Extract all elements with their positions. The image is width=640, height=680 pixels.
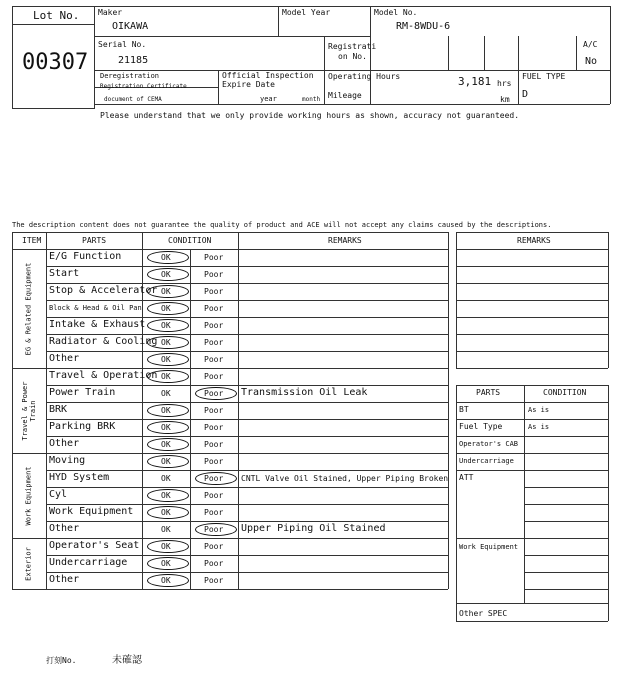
rule-line bbox=[524, 521, 608, 522]
rule-line bbox=[524, 504, 608, 505]
ok-option: OK bbox=[161, 287, 171, 296]
ok-option: OK bbox=[161, 457, 171, 466]
rule-line bbox=[456, 603, 608, 604]
poor-selected-mark bbox=[195, 387, 237, 400]
serial-no-value: 21185 bbox=[118, 55, 149, 66]
disclaimer: The description content does not guarantee the quality of product and ACE will not accept any claims caused by the descriptions. bbox=[12, 221, 552, 229]
part-name: Intake & Exhaust bbox=[49, 319, 146, 330]
registration-certificate-label: Registration Certificate bbox=[100, 83, 187, 90]
poor-option: Poor bbox=[204, 474, 224, 483]
ok-option: OK bbox=[161, 304, 171, 313]
ok-option: OK bbox=[161, 423, 171, 432]
stamp-label: 打刻No. bbox=[46, 656, 77, 665]
registration-label-2: on No. bbox=[338, 52, 367, 61]
poor-option: Poor bbox=[204, 287, 224, 296]
hours-note: Please understand that we only provide working hours as shown, accuracy not guaranteed. bbox=[100, 111, 520, 120]
part-name: Cyl bbox=[49, 489, 68, 500]
ok-option: OK bbox=[161, 474, 171, 483]
part-name: Block & Head & Oil Pan bbox=[49, 304, 142, 312]
rule-line bbox=[448, 232, 449, 589]
rule-line bbox=[608, 385, 609, 621]
km-label: km bbox=[500, 95, 510, 104]
rule-line bbox=[524, 487, 608, 488]
table-row bbox=[46, 351, 448, 368]
ok-option: OK bbox=[161, 253, 171, 262]
table-row bbox=[46, 572, 448, 589]
rule-line bbox=[46, 589, 448, 590]
ok-option: OK bbox=[161, 491, 171, 500]
ok-selected-mark bbox=[147, 353, 189, 366]
ok-selected-mark bbox=[147, 540, 189, 553]
part-name: Start bbox=[49, 268, 80, 279]
ac-value: No bbox=[585, 56, 598, 67]
maker-value: OIKAWA bbox=[112, 21, 149, 32]
ok-option: OK bbox=[161, 338, 171, 347]
ok-option: OK bbox=[161, 372, 171, 381]
poor-option: Poor bbox=[204, 457, 224, 466]
rule-line bbox=[456, 385, 608, 386]
ok-selected-mark bbox=[147, 302, 189, 315]
poor-option: Poor bbox=[204, 253, 224, 262]
ok-selected-mark bbox=[147, 404, 189, 417]
maker-label: Maker bbox=[98, 8, 123, 17]
right-condition-header: CONDITION bbox=[543, 388, 587, 397]
ok-option: OK bbox=[161, 440, 171, 449]
rule-line bbox=[456, 368, 608, 369]
rule-line bbox=[456, 283, 608, 284]
rule-line bbox=[456, 249, 608, 250]
work-equipment-label: Work Equipment bbox=[459, 543, 519, 551]
ok-selected-mark bbox=[147, 438, 189, 451]
model-no-label: Model No. bbox=[374, 8, 418, 17]
col-condition-header: CONDITION bbox=[168, 236, 212, 245]
ok-selected-mark bbox=[147, 421, 189, 434]
rule-line bbox=[456, 317, 608, 318]
ok-selected-mark bbox=[147, 489, 189, 502]
part-name: Power Train bbox=[49, 387, 116, 398]
group-label: Travel & Power Train bbox=[21, 381, 37, 441]
model-no-value: RM-8WDU-6 bbox=[396, 21, 451, 32]
table-row bbox=[46, 402, 448, 419]
rule-line bbox=[456, 232, 608, 233]
poor-option: Poor bbox=[204, 576, 224, 585]
table-row bbox=[46, 453, 448, 470]
poor-option: Poor bbox=[204, 440, 224, 449]
poor-selected-mark bbox=[195, 523, 237, 536]
part-name: Other bbox=[49, 523, 80, 534]
part-name: Stop & Accelerator bbox=[49, 285, 158, 296]
ok-option: OK bbox=[161, 406, 171, 415]
rule-line bbox=[456, 334, 608, 335]
rule-line bbox=[456, 436, 608, 437]
part-name: Parking BRK bbox=[49, 421, 116, 432]
part-name: Travel & Operation bbox=[49, 370, 158, 381]
poor-option: Poor bbox=[204, 542, 224, 551]
operating-hours-value: 3,181 bbox=[458, 75, 492, 88]
part-name: Operator's Seat bbox=[49, 540, 140, 551]
poor-option: Poor bbox=[204, 525, 224, 534]
inspection-label-1: Official Inspection bbox=[222, 71, 314, 80]
ok-option: OK bbox=[161, 525, 171, 534]
rule-line bbox=[12, 453, 46, 454]
stamp-value: 未確認 bbox=[112, 655, 142, 666]
poor-option: Poor bbox=[204, 406, 224, 415]
part-name: Undercarriage bbox=[49, 557, 128, 568]
part-name: Other bbox=[49, 574, 80, 585]
rule-line bbox=[456, 470, 608, 471]
poor-option: Poor bbox=[204, 559, 224, 568]
deregistration-label: Deregistration bbox=[100, 72, 160, 80]
fuel-type-label: FUEL TYPE bbox=[522, 72, 566, 81]
model-year-label: Model Year bbox=[282, 8, 331, 17]
undercarriage-label: Undercarriage bbox=[459, 457, 514, 465]
rule-line bbox=[456, 538, 608, 539]
poor-option: Poor bbox=[204, 423, 224, 432]
table-row bbox=[46, 266, 448, 283]
part-name: Other bbox=[49, 438, 80, 449]
rule-line bbox=[12, 589, 46, 590]
ok-option: OK bbox=[161, 321, 171, 330]
poor-option: Poor bbox=[204, 355, 224, 364]
inspection-label-2: Expire Date bbox=[222, 80, 275, 89]
group-label: Exterior bbox=[24, 546, 33, 581]
part-name: Moving bbox=[49, 455, 86, 466]
poor-option: Poor bbox=[204, 270, 224, 279]
month-label: month bbox=[302, 96, 321, 103]
ok-option: OK bbox=[161, 508, 171, 517]
lot-no-label: Lot No. bbox=[33, 9, 80, 22]
poor-option: Poor bbox=[204, 338, 224, 347]
rule-line bbox=[12, 232, 448, 233]
remark-text: CNTL Valve Oil Stained, Upper Piping Broken bbox=[241, 474, 449, 483]
part-name: Radiator & Cooling bbox=[49, 336, 158, 347]
col-remarks-header: REMARKS bbox=[328, 236, 362, 245]
remark-text: Upper Piping Oil Stained bbox=[241, 523, 386, 534]
bt-label: BT bbox=[459, 405, 469, 414]
operator-cab-label: Operator's CAB bbox=[459, 440, 519, 448]
bt-value: As is bbox=[528, 406, 550, 414]
ok-selected-mark bbox=[147, 268, 189, 281]
rule-line bbox=[456, 351, 608, 352]
ok-option: OK bbox=[161, 270, 171, 279]
rule-line bbox=[12, 538, 46, 539]
rule-line bbox=[12, 232, 13, 589]
rule-line bbox=[456, 402, 608, 403]
rule-line bbox=[524, 385, 525, 603]
ok-option: OK bbox=[161, 576, 171, 585]
ok-selected-mark bbox=[147, 285, 189, 298]
remark-text: Transmission Oil Leak bbox=[241, 387, 368, 398]
poor-option: Poor bbox=[204, 372, 224, 381]
fuel-type-value: D bbox=[522, 89, 529, 100]
ok-selected-mark bbox=[147, 251, 189, 264]
table-row bbox=[46, 487, 448, 504]
group-label: Work Equipment bbox=[24, 465, 33, 526]
rule-line bbox=[456, 300, 608, 301]
table-row bbox=[46, 436, 448, 453]
part-name: Work Equipment bbox=[49, 506, 134, 517]
ok-selected-mark bbox=[147, 370, 189, 383]
rule-line bbox=[524, 572, 608, 573]
registration-label-1: Registrati bbox=[328, 42, 377, 51]
rule-line bbox=[456, 621, 608, 622]
rule-line bbox=[524, 589, 608, 590]
rule-line bbox=[456, 385, 457, 621]
part-name: HYD System bbox=[49, 472, 110, 483]
poor-option: Poor bbox=[204, 321, 224, 330]
fuel-type-row-label: Fuel Type bbox=[459, 422, 503, 431]
hrs-label: hrs bbox=[497, 79, 512, 88]
poor-option: Poor bbox=[204, 389, 224, 398]
ok-option: OK bbox=[161, 542, 171, 551]
ok-selected-mark bbox=[147, 557, 189, 570]
rule-line bbox=[524, 555, 608, 556]
poor-option: Poor bbox=[204, 304, 224, 313]
ok-selected-mark bbox=[147, 506, 189, 519]
right-remarks-header: REMARKS bbox=[517, 236, 551, 245]
ok-option: OK bbox=[161, 389, 171, 398]
cema-label: document of CEMA bbox=[104, 96, 162, 103]
operating-hours-label: Operating Hours bbox=[328, 72, 401, 81]
att-label: ATT bbox=[459, 473, 474, 482]
ok-option: OK bbox=[161, 559, 171, 568]
fuel-type-row-value: As is bbox=[528, 423, 550, 431]
other-spec-label: Other SPEC bbox=[459, 609, 508, 618]
ac-label: A/C bbox=[583, 40, 598, 49]
poor-selected-mark bbox=[195, 472, 237, 485]
part-name: E/G Function bbox=[49, 251, 122, 262]
rule-line bbox=[456, 419, 608, 420]
right-parts-header: PARTS bbox=[476, 388, 501, 397]
lot-no-value: 00307 bbox=[22, 50, 89, 75]
col-item-header: ITEM bbox=[22, 236, 42, 245]
ok-selected-mark bbox=[147, 336, 189, 349]
ok-selected-mark bbox=[147, 574, 189, 587]
col-parts-header: PARTS bbox=[82, 236, 107, 245]
group-label: EG & Related Equipment bbox=[24, 262, 33, 355]
serial-no-label: Serial No. bbox=[98, 40, 147, 49]
part-name: Other bbox=[49, 353, 80, 364]
part-name: BRK bbox=[49, 404, 68, 415]
year-label: year bbox=[260, 95, 277, 103]
rule-line bbox=[456, 453, 608, 454]
ok-selected-mark bbox=[147, 455, 189, 468]
ok-option: OK bbox=[161, 355, 171, 364]
poor-option: Poor bbox=[204, 491, 224, 500]
rule-line bbox=[608, 232, 609, 368]
mileage-label: Mileage bbox=[328, 91, 362, 100]
rule-line bbox=[12, 368, 46, 369]
rule-line bbox=[456, 266, 608, 267]
poor-option: Poor bbox=[204, 508, 224, 517]
ok-selected-mark bbox=[147, 319, 189, 332]
